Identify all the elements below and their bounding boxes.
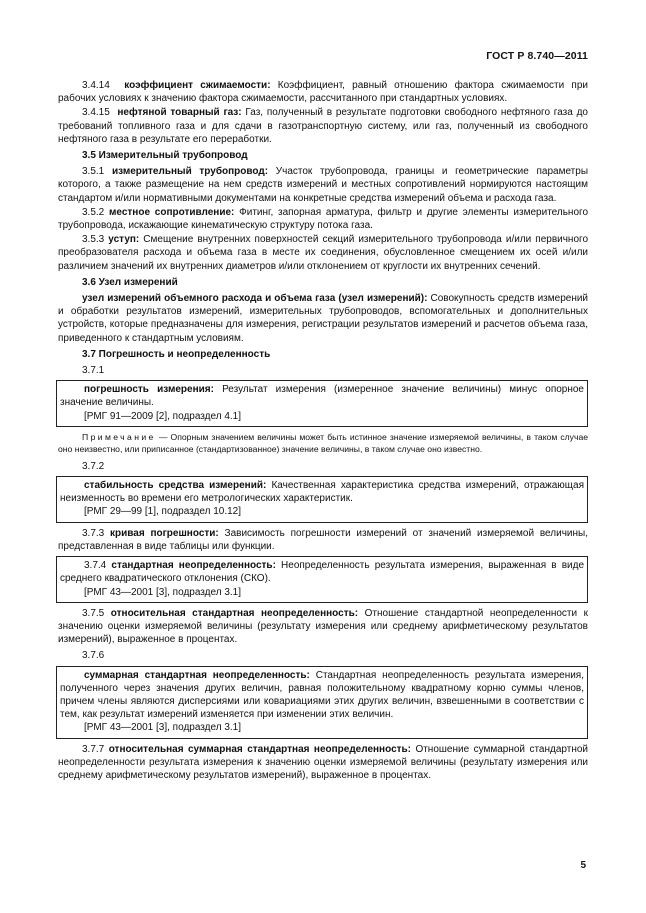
clause-number: 3.4.14: [82, 80, 110, 91]
source-reference: [РМГ 43—2001 [3], подраздел 3.1]: [84, 722, 242, 734]
section-heading-3-6: 3.6 Узел измерений: [82, 276, 178, 288]
clause-number: 3.4.15: [82, 107, 110, 119]
term: кривая погрешности:: [110, 527, 219, 539]
standard-header: ГОСТ Р 8.740—2011: [486, 50, 588, 62]
source-reference: [РМГ 43—2001 [3], подраздел 3.1]: [84, 586, 242, 598]
term: погрешность измерения:: [84, 384, 214, 396]
term: местное сопротивление:: [109, 206, 235, 218]
definition: Зависимость погрешности измерений от значений измеряемой величины, представленная в виде таблицы или функции.: [58, 527, 588, 552]
note: [58, 431, 588, 455]
term: суммарная стандартная неопределенность:: [84, 669, 310, 681]
clause-3-5-3: [58, 233, 588, 273]
term: узел измерений объемного расхода и объема газа (узел измерений):: [82, 293, 428, 305]
clause-number: 3.5.1: [82, 166, 105, 178]
section-heading-3-7: 3.7 Погрешность и неопределенность: [82, 348, 271, 360]
definition-box-3-7-6: [56, 666, 588, 739]
definition: Результат измерения (измеренное значение величины) минус опорное значение величины.: [60, 384, 584, 409]
clause-number: 3.7.4: [84, 560, 107, 572]
term: уступ:: [108, 234, 140, 246]
clause-number: 3.5.2: [82, 206, 105, 218]
clause-number-3-7-6: 3.7.6: [82, 650, 105, 662]
clause-3-6: [58, 292, 588, 345]
clause-3-4-15: [58, 106, 588, 146]
note-label: Примечание: [82, 431, 156, 442]
clause-number: 3.5.3: [82, 234, 105, 246]
definition-box-3-7-1: [56, 380, 588, 427]
definition: Фитинг, запорная арматура, фильтр и другие элементы измерительного трубопровода, искажающие кинематическую структуру потока газа.: [58, 206, 589, 232]
document-body: [58, 79, 588, 783]
page-number: 5: [580, 860, 586, 871]
term: относительная стандартная неопределенность:: [110, 607, 359, 619]
definition: Смещение внутренних поверхностей секций измерительного трубопровода и/или первичного преобразователя расхода и объема газа в месте их соединения, обусловленное смещением их осей и/или различием значений их внутренних диаметров и/или отклонением от круглости их внутренних сечений.: [58, 234, 589, 272]
clause-3-5-2: [58, 206, 588, 232]
definition: Отношение стандартной неопределенности к значению оценки измеряемой величины (результату измерения или среднему арифметическому результатов измерений), выраженное в процентах.: [58, 607, 588, 646]
term: стабильность средства измерений:: [84, 480, 267, 492]
definition: Отношение суммарной стандартной неопределенности результата измерения к значению оценки измеряемой величины (результату измерения или среднему арифметическому результатов измерений), выраженное в процентах.: [58, 743, 588, 781]
definition: Стандартная неопределенность результата измерения, полученного через значения других величин, равная положительному квадратному корню суммы членов, причем члены являются дисперсиями или ковариациями этих других величин, взвешенными в соответствии с тем, как результат измерений изменяется при изменении этих величин.: [60, 669, 584, 721]
clause-3-7-7: [58, 743, 588, 783]
clause-3-5-1: [58, 165, 588, 205]
clause-number: 3.7.3: [82, 527, 105, 539]
term: коэффициент сжимаемости:: [124, 80, 271, 91]
definition-box-3-7-4: [56, 556, 588, 603]
term: измерительный трубопровод:: [111, 166, 269, 178]
definition: Газ, полученный в результате подготовки свободного нефтяного газа до требований топливного газа и для сдачи в газотранспортную систему, или газ, полученный из свободного нефтяного газа в результате его переработки.: [58, 107, 588, 145]
definition: Неопределенность результата измерения, выраженная в виде среднего квадратического отклонения (СКО).: [60, 560, 585, 585]
clause-number-3-7-2: 3.7.2: [82, 460, 105, 472]
term: нефтяной товарный газ:: [117, 107, 242, 119]
source-reference: [РМГ 91—2009 [2], подраздел 4.1]: [84, 410, 242, 422]
clause-3-7-5: [58, 607, 588, 647]
note-text: — Опорным значением величины может быть истинное значение измеряемой величины, в таком случае оно неизвестно, или приписанное (стандартизованное) значение величины, в таком случае оно известно.: [58, 431, 588, 454]
definition: Совокупность средств измерений и обработки результатов измерений, измерительных трубопроводов, вспомогательных и дополнительных устройств, которые предназначены для измерения, регистрации результатов измерений и расчетов объема газа, приведенного к стандартным условиям.: [58, 293, 589, 344]
term: относительная суммарная стандартная неопределенность:: [108, 743, 412, 755]
source-reference: [РМГ 29—99 [1], подраздел 10.12]: [84, 506, 242, 518]
term: стандартная неопределенность:: [111, 560, 276, 572]
clause-3-4-14: [58, 79, 588, 105]
clause-number: 3.7.5: [82, 607, 105, 619]
clause-number: 3.7.7: [82, 743, 105, 755]
definition: Качественная характеристика средства измерений, отражающая неизменность во времени его метрологических характеристик.: [60, 480, 584, 505]
clause-number-3-7-1: 3.7.1: [82, 365, 105, 377]
clause-3-7-3: [58, 527, 588, 553]
section-heading-3-5: 3.5 Измерительный трубопровод: [82, 150, 248, 162]
definition-box-3-7-2: [56, 476, 588, 523]
definition: Участок трубопровода, границы и геометрические параметры которого, а также размещение на нем средств измерений и местных сопротивлений нормируются настоящим стандартом и/или нормативными документами на конкретные средства измерений объема и расхода газа.: [58, 166, 589, 204]
definition: Коэффициент, равный отношению фактора сжимаемости при рабочих условиях к значению фактора сжимаемости, рассчитанного при стандартных условиях.: [58, 80, 588, 105]
